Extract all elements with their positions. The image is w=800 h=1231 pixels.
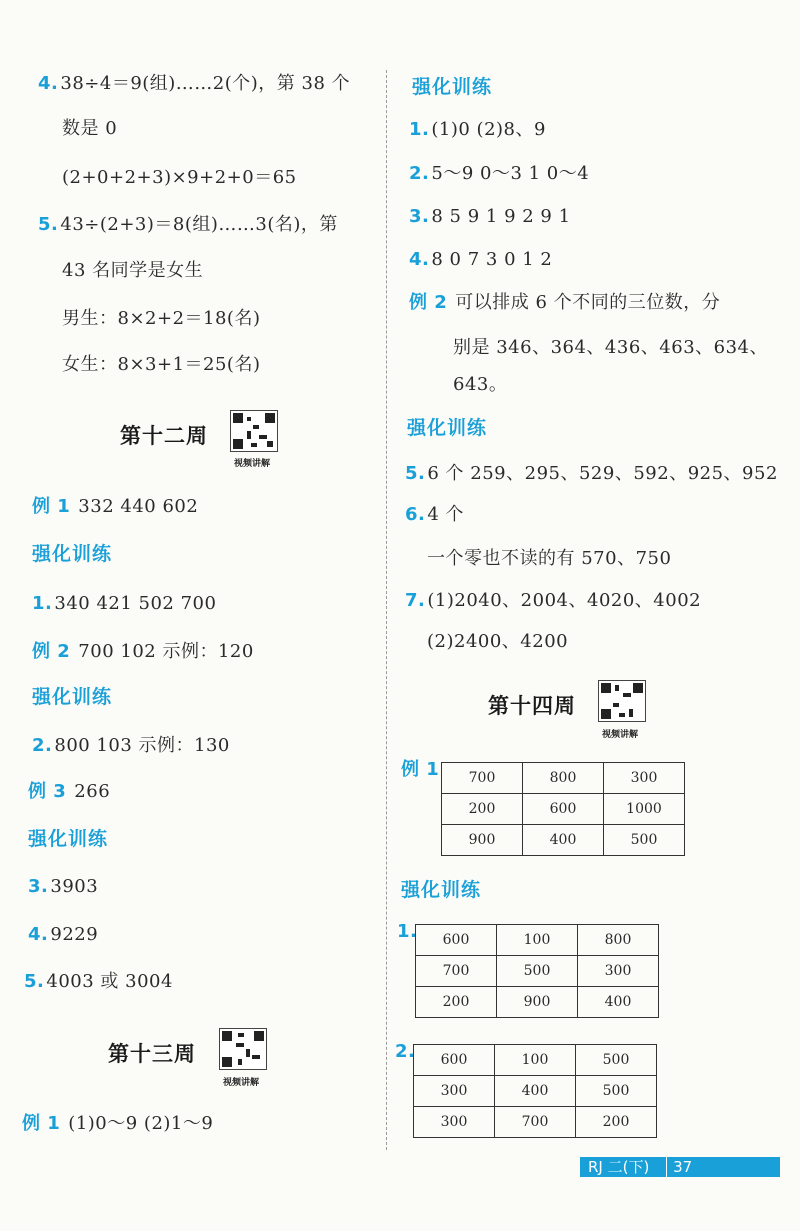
table-cell: 300 — [414, 1076, 495, 1107]
right-item-7-line-2: (2)2400、4200 — [427, 631, 569, 652]
table-cell: 800 — [523, 763, 604, 794]
right-item-3: 3. 8 5 9 1 9 2 9 1 — [409, 206, 571, 227]
item-5-line-1: 5. 43÷(2+3)＝8(组)……3(名)，第 — [38, 214, 338, 235]
table-cell: 900 — [442, 825, 523, 856]
table-cell: 400 — [523, 825, 604, 856]
item-4-line-3: (2+0+2+3)×9+2+0＝65 — [62, 167, 297, 188]
training-2: 2. 800 103 示例：130 — [32, 735, 230, 756]
example-1-week-14: 例 1 — [401, 759, 440, 780]
item-5-line-4: 女生：8×3+1＝25(名) — [62, 354, 261, 375]
table-cell: 500 — [576, 1076, 657, 1107]
week-12-title: 第十二周 — [120, 424, 208, 448]
table-cell: 200 — [442, 794, 523, 825]
table-cell: 400 — [495, 1076, 576, 1107]
right-item-6-line-2: 一个零也不读的有 570、750 — [427, 548, 672, 569]
example-1: 例 1 332 440 602 — [32, 496, 199, 517]
qr-code-icon[interactable] — [230, 410, 278, 452]
answer-table-2 — [413, 1044, 657, 1138]
section-heading: 强化训练 — [412, 76, 493, 98]
table-cell: 100 — [497, 925, 578, 956]
edition-label: RJ 二(下) — [588, 1158, 650, 1176]
table-cell: 500 — [604, 825, 685, 856]
table-cell: 600 — [414, 1045, 495, 1076]
training-3: 3. 3903 — [28, 876, 99, 897]
question-1: 1. — [397, 921, 418, 942]
item-5-line-2: 43 名同学是女生 — [62, 260, 204, 281]
item-4-line-2: 数是 0 — [62, 118, 118, 139]
example-2-line-1: 例 2 可以排成 6 个不同的三位数，分 — [409, 292, 721, 313]
right-item-7: 7. (1)2040、2004、4020、4002 — [405, 590, 702, 611]
table-cell: 300 — [414, 1107, 495, 1138]
section-heading: 强化训练 — [401, 879, 482, 901]
section-heading: 强化训练 — [32, 543, 113, 565]
qr-caption: 视频讲解 — [234, 459, 271, 469]
table-cell: 300 — [604, 763, 685, 794]
table-cell: 100 — [495, 1045, 576, 1076]
table-cell: 600 — [523, 794, 604, 825]
example-1-week-13: 例 1 (1)0～9 (2)1～9 — [22, 1113, 214, 1134]
table-cell: 700 — [442, 763, 523, 794]
table-cell: 600 — [416, 925, 497, 956]
table-cell: 200 — [576, 1107, 657, 1138]
table-cell: 1000 — [604, 794, 685, 825]
section-heading: 强化训练 — [407, 417, 488, 439]
answer-table-example-1 — [441, 762, 685, 856]
section-heading: 强化训练 — [32, 686, 113, 708]
qr-caption: 视频讲解 — [602, 730, 639, 740]
table-cell: 700 — [416, 956, 497, 987]
right-item-4: 4. 8 0 7 3 0 1 2 — [409, 249, 553, 270]
page-number: 37 — [666, 1157, 692, 1177]
table-cell: 200 — [416, 987, 497, 1018]
table-cell: 500 — [497, 956, 578, 987]
week-13-title: 第十三周 — [108, 1042, 196, 1066]
right-item-6: 6. 4 个 — [405, 504, 465, 525]
qr-code-icon[interactable] — [219, 1028, 267, 1070]
right-item-5: 5. 6 个 259、295、529、592、925、952 — [405, 463, 778, 484]
right-item-2: 2. 5～9 0～3 1 0～4 — [409, 163, 590, 184]
training-4: 4. 9229 — [28, 924, 99, 945]
column-divider — [386, 70, 387, 1150]
page-footer-tag — [580, 1157, 780, 1177]
table-cell: 900 — [497, 987, 578, 1018]
example-2: 例 2 700 102 示例：120 — [32, 641, 254, 662]
item-5-line-3: 男生：8×2+2＝18(名) — [62, 308, 261, 329]
table-cell: 300 — [578, 956, 659, 987]
qr-caption: 视频讲解 — [223, 1078, 260, 1088]
table-cell: 500 — [576, 1045, 657, 1076]
training-5: 5. 4003 或 3004 — [24, 971, 173, 992]
question-2: 2. — [395, 1041, 416, 1062]
table-cell: 400 — [578, 987, 659, 1018]
example-2-line-2: 别是 346、364、436、463、634、 — [453, 337, 769, 358]
qr-code-icon[interactable] — [598, 680, 646, 722]
answer-table-1 — [415, 924, 659, 1018]
right-item-1: 1. (1)0 (2)8、9 — [409, 119, 546, 140]
week-14-title: 第十四周 — [488, 694, 576, 718]
item-4-line-1: 4. 38÷4＝9(组)……2(个)，第 38 个 — [38, 73, 351, 94]
table-cell: 700 — [495, 1107, 576, 1138]
training-1: 1. 340 421 502 700 — [32, 593, 217, 614]
table-cell: 800 — [578, 925, 659, 956]
example-3: 例 3 266 — [28, 781, 111, 802]
example-2-line-3: 643。 — [453, 374, 508, 395]
section-heading: 强化训练 — [28, 828, 109, 850]
